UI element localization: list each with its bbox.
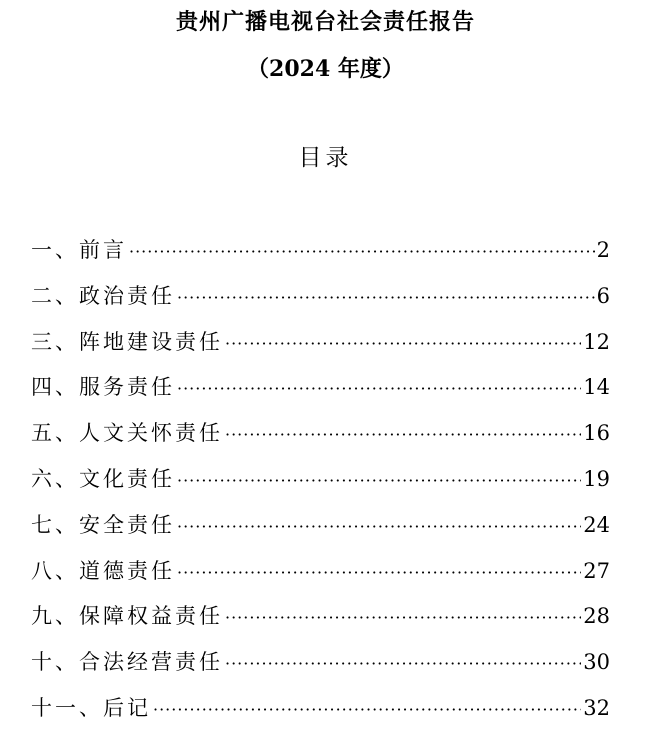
toc-entry-page: 19 <box>583 466 610 491</box>
toc-entry-page: 30 <box>583 650 610 675</box>
toc-heading: 目录 <box>298 145 353 171</box>
toc-entry-rights-protection[interactable] <box>31 594 610 640</box>
toc-entry-position-building[interactable] <box>31 320 610 366</box>
dot-leader <box>177 366 581 412</box>
dot-leader <box>153 687 581 733</box>
toc-entry-label: 九、保障权益责任 <box>31 604 223 629</box>
toc-entry-page: 2 <box>596 238 610 262</box>
toc-entry-label: 二、政治责任 <box>31 283 175 308</box>
toc-entry-label: 十、合法经营责任 <box>31 650 223 675</box>
toc-entry-label: 七、安全责任 <box>31 512 175 537</box>
toc-entry-cultural-responsibility[interactable] <box>31 457 610 503</box>
toc-entry-lawful-operation[interactable] <box>31 640 610 686</box>
dot-leader <box>225 595 581 641</box>
dot-leader <box>225 641 581 687</box>
dot-leader <box>177 504 581 550</box>
toc-entry-label: 四、服务责任 <box>31 375 175 400</box>
dot-leader <box>225 321 581 367</box>
dot-leader <box>177 275 595 321</box>
toc-entry-label: 十一、后记 <box>31 695 151 720</box>
dot-leader <box>177 458 581 504</box>
dot-leader <box>129 229 595 275</box>
toc-entry-postscript[interactable] <box>31 686 610 732</box>
toc-entry-page: 32 <box>583 695 610 720</box>
toc-entry-label: 三、阵地建设责任 <box>31 329 223 354</box>
toc-entry-page: 16 <box>583 421 610 446</box>
toc-entry-preface[interactable] <box>31 228 610 274</box>
toc-entry-moral-responsibility[interactable] <box>31 549 610 595</box>
toc-entry-label: 一、前言 <box>31 238 127 262</box>
table-of-contents <box>31 228 610 732</box>
toc-entry-label: 六、文化责任 <box>31 466 175 491</box>
dot-leader <box>177 550 581 596</box>
toc-entry-humanistic-care[interactable] <box>31 411 610 457</box>
toc-entry-label: 五、人文关怀责任 <box>31 421 223 446</box>
report-title: 贵州广播电视台社会责任报告 <box>175 9 475 35</box>
toc-entry-political-responsibility[interactable] <box>31 274 610 320</box>
toc-entry-safety-responsibility[interactable] <box>31 503 610 549</box>
dot-leader <box>225 412 581 458</box>
toc-entry-page: 24 <box>583 512 610 537</box>
report-year-subtitle: （2024 年度） <box>247 56 404 82</box>
toc-entry-page: 28 <box>583 604 610 629</box>
toc-entry-page: 12 <box>583 329 610 354</box>
toc-entry-page: 14 <box>583 375 610 400</box>
toc-entry-label: 八、道德责任 <box>31 558 175 583</box>
toc-entry-page: 27 <box>583 558 610 583</box>
toc-entry-page: 6 <box>596 283 610 308</box>
toc-entry-service-responsibility[interactable] <box>31 365 610 411</box>
